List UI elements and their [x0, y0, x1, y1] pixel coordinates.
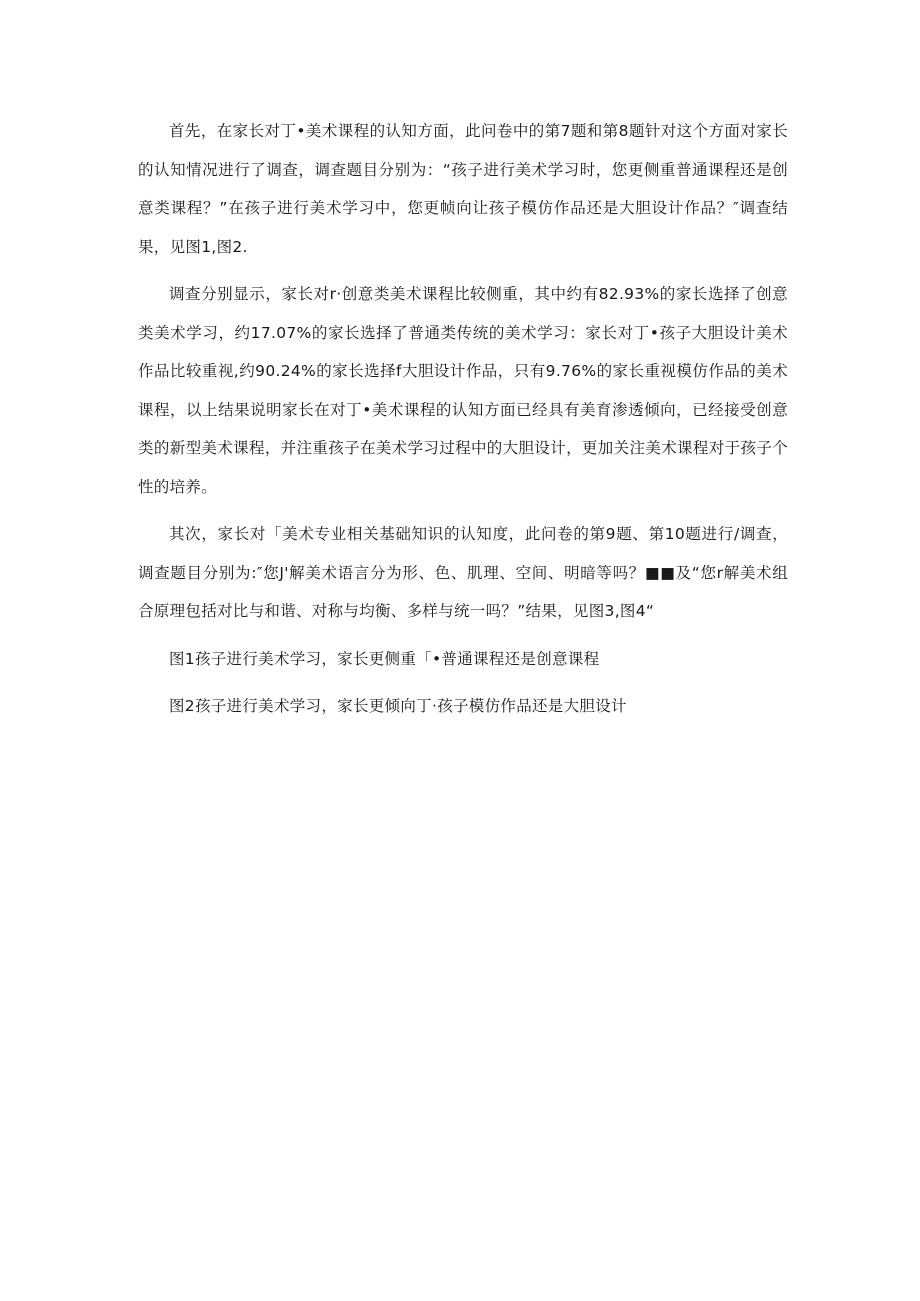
paragraph-basic-knowledge-survey: 其次，家长对「美术专业相关基础知识的认知度，此问卷的第9题、第10题进行/调查，调查题目分别为:″您J'解美术语言分为形、色、肌理、空间、明暗等吗？■■及“您r解美术组合原理包括对比与和谐、对称与均衡、多样与统一吗？”结果，见图3,图4“ — [138, 525, 788, 620]
paragraph-survey-results: 调查分别显示，家长对r·创意类美术课程比较侧重，其中约有82.93%的家长选择了创意类美术学习，约17.07%的家长选择了普通类传统的美术学习：家长对丁•孩子大胆设计美术作品比较重视,约90.24%的家长选择f大胆设计作品，只有9.76%的家长重视模仿作品的美术课程，以上结果说明家长在对丁•美术课程的认知方面已经具有美育渗透倾向，已经接受创意类的新型美术课程，并注重孩子在美术学习过程中的大胆设计，更加关注美术课程对于孩子个性的培养。 — [138, 285, 788, 496]
figure-1-caption: 图1孩子进行美术学习，家长更侧重「•普通课程还是创意课程 — [169, 649, 600, 668]
figure-2-caption: 图2孩子进行美术学习，家长更倾向丁·孩子模仿作品还是大胆设计 — [169, 697, 627, 715]
document-body — [138, 112, 788, 726]
paragraph-parent-awareness-of-courses: 首先，在家长对丁•美术课程的认知方面，此问卷中的第7题和第8题针对这个方面对家长的认知情况进行了调查，调查题目分别为：“孩子进行美术学习时，您更侧重普通课程还是创意类课程？”在孩子进行美术学习中，您更帧向让孩子模仿作品还是大胆设计作品？″调查结果，见图1,图2. — [138, 122, 788, 256]
